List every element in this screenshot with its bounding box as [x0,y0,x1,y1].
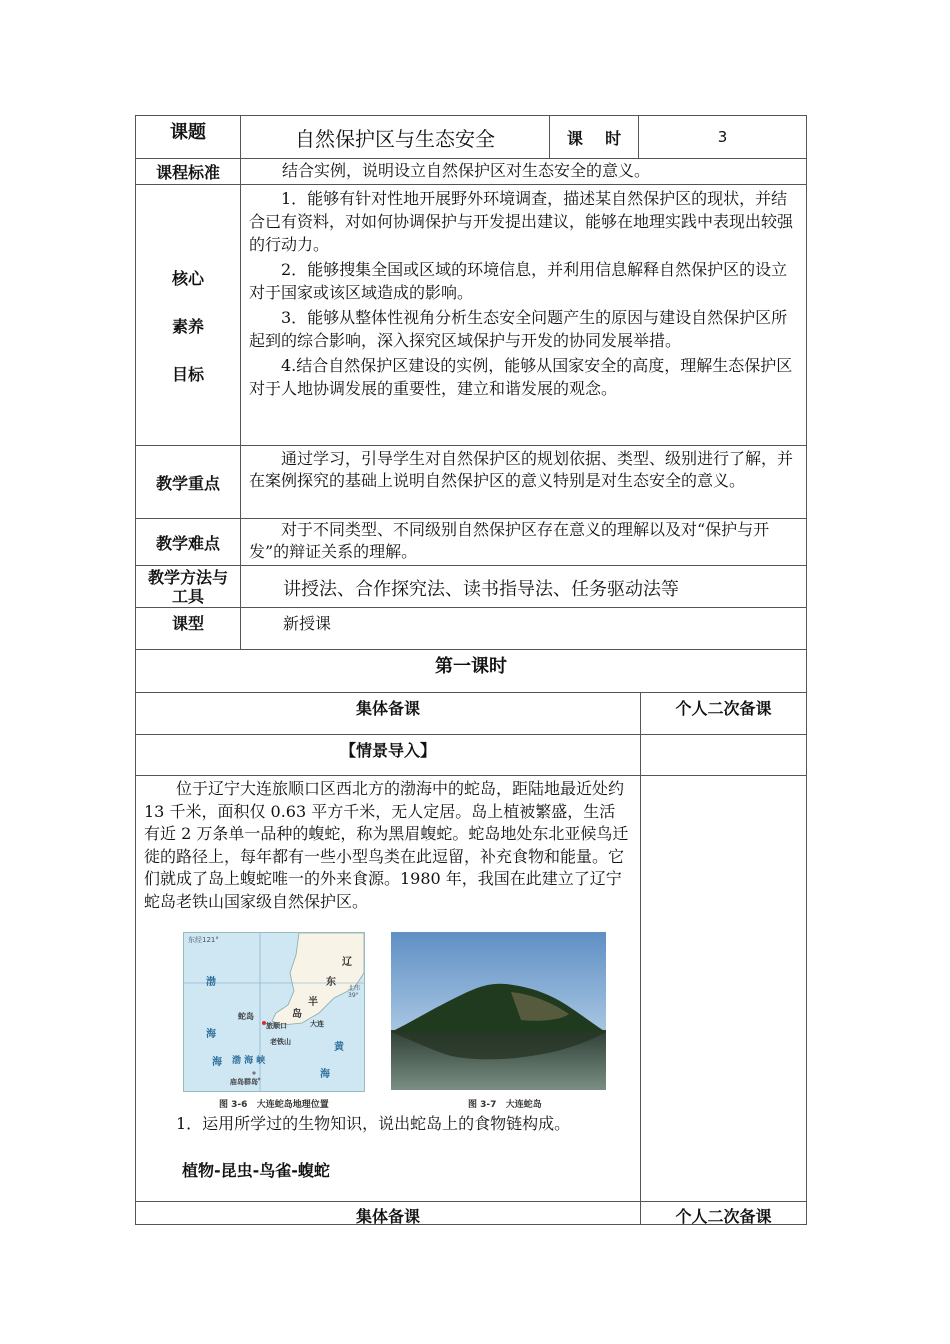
map-label-laotieshan: 老铁山 [270,1038,291,1046]
map-label-bohai-strait: 渤 海 峡 [232,1056,266,1066]
method-label: 教学方法与工具 [147,567,228,606]
map-label-bo: 渤 [206,977,216,988]
core-label-2: 素养 [171,317,204,336]
map-label-huang: 黄 [334,1042,344,1053]
method-text: 讲授法、合作探究法、读书指导法、任务驱动法等 [283,579,679,600]
topic-title: 自然保护区与生态安全 [295,126,495,151]
map-label-shedao: 蛇岛 [238,1012,254,1021]
map-label-hai3: 海 [212,1057,222,1068]
standard-text: 结合实例，说明设立自然保护区对生态安全的意义。 [282,161,651,180]
map-label-miaodao: 庙岛群岛 [230,1078,258,1086]
footer-personal-header: 个人二次备课 [675,1206,772,1226]
key-label: 教学重点 [155,473,220,493]
intro-text: 位于辽宁大连旅顺口区西北方的渤海中的蛇岛，距陆地最近处约 13 千米，面积仅 0.63 平方千米，无人定居。岛上植被繁盛，生活有近 2 万条单一品种的蝮蛇，称为黑眉蝮蛇。蛇岛地处东北亚候鸟迁徙的路径上，每年都有一些小型鸟类在此逗留，补充食物和能量。它们就成了岛上蝮蛇唯一的外来食源。1980 年，我国在此建立了辽宁蛇岛老铁山国家级自然保护区。 [144,779,629,911]
map-label-hai: 海 [206,1029,216,1040]
map-label-dao: 岛 [292,1009,302,1020]
snake-island-photo [391,932,606,1090]
question-1: 1．运用所学过的生物知识，说出蛇岛上的食物链构成。 [176,1114,571,1133]
map-label-lushunkou: 旅顺口 [266,1022,287,1030]
core-goal-3: 3．能够从整体性视角分析生态安全问题产生的原因与建设自然保护区所起到的综合影响，深入探究区域保护与开发的协同发展举措。 [249,308,788,350]
type-label: 课型 [171,613,204,633]
col-personal-header: 个人二次备课 [675,698,772,718]
map-caption: 图 3-6 大连蛇岛地理位置 [219,1100,329,1110]
core-goal-1: 1．能够有针对性地开展野外环境调查，描述某自然保护区的现状，并结合已有资料，对如何协调保护与开发提出建议，能够在地理实践中表现出较强的行动力。 [249,189,794,254]
core-goal-2: 2．能够搜集全国或区域的环境信息，并利用信息解释自然保护区的设立对于国家或该区域造成的影响。 [249,260,788,302]
core-label [136,255,240,399]
core-label-3: 目标 [171,365,204,384]
core-goals [249,187,797,400]
key-text: 通过学习，引导学生对自然保护区的规划依据、类型、级别进行了解，并在案例探究的基础上说明自然保护区的意义特别是对生态安全的意义。 [249,449,794,490]
hours-value: 3 [717,128,728,146]
miaodao-islands-dot [252,1071,255,1074]
map-label-ban: 半 [308,997,318,1008]
map-lon-label: 东经121° [188,936,219,944]
core-label-1: 核心 [171,269,204,288]
snake-island-map [183,932,365,1092]
map-label-north-lat: 北纬39° [348,985,361,999]
map-graphic [184,933,364,1091]
map-label-hai2: 海 [320,1069,330,1080]
footer-group-header: 集体备课 [355,1206,420,1226]
core-goal-4: 4.结合自然保护区建设的实例，能够从国家安全的高度，理解生态保护区对于人地协调发展的重要性，建立和谐发展的观念。 [249,356,793,398]
miaodao-islands-dot-2 [258,1078,261,1081]
type-text: 新授课 [283,614,332,633]
difficulty-text: 对于不同类型、不同级别自然保护区存在意义的理解以及对“保护与开发”的辩证关系的理解。 [249,520,770,561]
col-group-header: 集体备课 [355,698,420,718]
map-label-dalian: 大连 [310,1020,324,1028]
standard-label: 课程标准 [155,163,220,182]
map-label-liao: 辽 [342,957,352,968]
hours-label: 课 时 [566,128,622,148]
photo-caption: 图 3-7 大连蛇岛 [468,1100,542,1110]
answer-1: 植物-昆虫-鸟雀-蝮蛇 [182,1161,330,1180]
map-label-dong: 东 [326,977,336,988]
difficulty-label: 教学难点 [155,533,220,553]
topic-label: 课题 [170,122,206,143]
photo-graphic [391,932,606,1090]
lesson-title: 第一课时 [435,656,507,677]
intro-heading: 【情景导入】 [339,740,436,760]
